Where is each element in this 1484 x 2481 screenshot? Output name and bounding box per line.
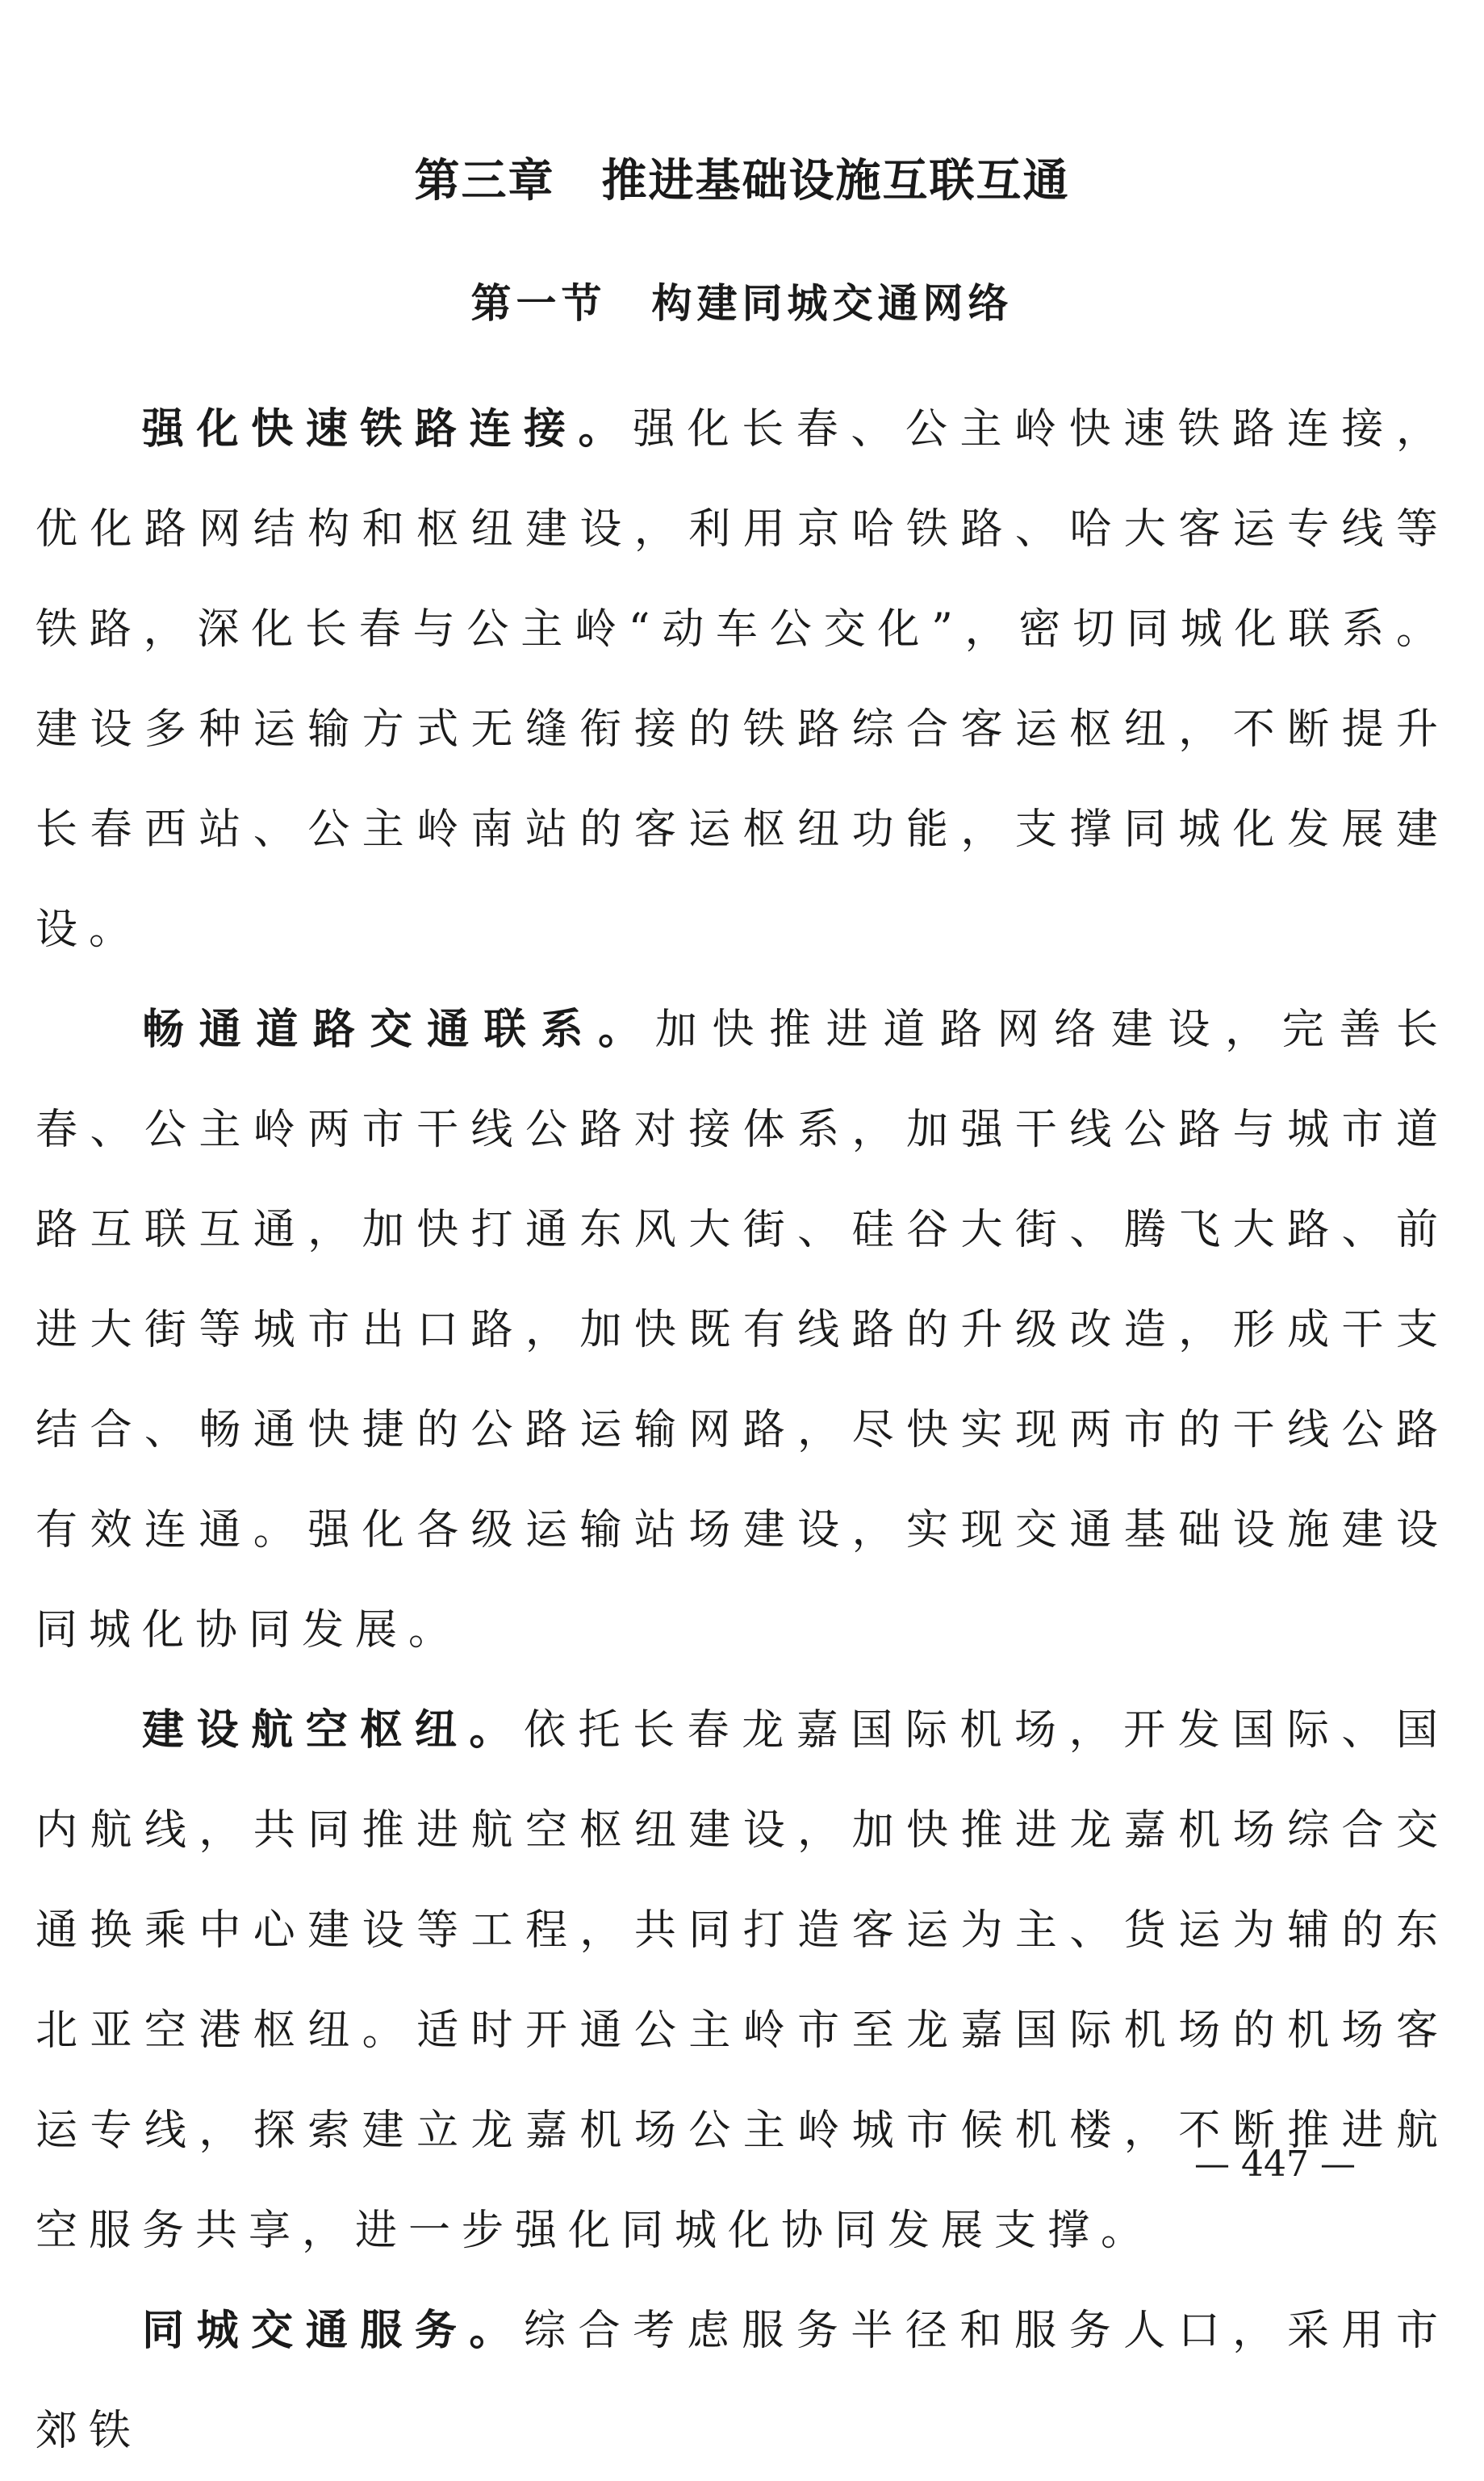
paragraph-lead: 畅通道路交通联系。 bbox=[142, 1005, 655, 1054]
paragraph-text: 强化长春、公主岭快速铁路连接，优化路网结构和枢纽建设，利用京哈铁路、哈大客运专线等铁路，深化长春与公主岭“动车公交化”，密切同城化联系。建设多种运输方式无缝衔接的铁路综合客运枢纽，不断提升长春西站、公主岭南站的客运枢纽功能，支撑同城化发展建设。 bbox=[36, 405, 1449, 954]
page-number: — 447 — bbox=[1194, 2144, 1356, 2185]
section-title: 第一节 构建同城交通网络 bbox=[470, 279, 1014, 327]
paragraph-lead: 强化快速铁路连接。 bbox=[142, 404, 633, 454]
paragraph-aviation bbox=[36, 1680, 1449, 2281]
paragraph-text: 综合考虑服务半径和服务人口，采用市郊铁 bbox=[36, 2307, 1449, 2455]
chapter-title: 第三章 推进基础设施互联互通 bbox=[414, 155, 1070, 207]
paragraph-text: 依托长春龙嘉国际机场，开发国际、国内航线，共同推进航空枢纽建设，加快推进龙嘉机场综合交通换乘中心建设等工程，共同打造客运为主、货运为辅的东北亚空港枢纽。适时开通公主岭市至龙嘉国际机场的机场客运专线，探索建立龙嘉机场公主岭城市候机楼，不断推进航空服务共享，进一步强化同城化协同发展支撑。 bbox=[36, 1706, 1449, 2255]
paragraph-lead: 建设航空枢纽。 bbox=[142, 1705, 524, 1755]
paragraph-road bbox=[36, 980, 1449, 1680]
paragraph-lead: 同城交通服务。 bbox=[142, 2306, 524, 2355]
paragraph-railway bbox=[36, 379, 1449, 980]
paragraph-transit-service bbox=[36, 2281, 1449, 2481]
paragraph-text: 加快推进道路网络建设，完善长春、公主岭两市干线公路对接体系，加强干线公路与城市道路互联互通，加快打通东风大街、硅谷大街、腾飞大路、前进大街等城市出口路，加快既有线路的升级改造，形成干支结合、畅通快捷的公路运输网路，尽快实现两市的干线公路有效连通。强化各级运输站场建设，实现交通基础设施建设同城化协同发展。 bbox=[36, 1006, 1449, 1655]
